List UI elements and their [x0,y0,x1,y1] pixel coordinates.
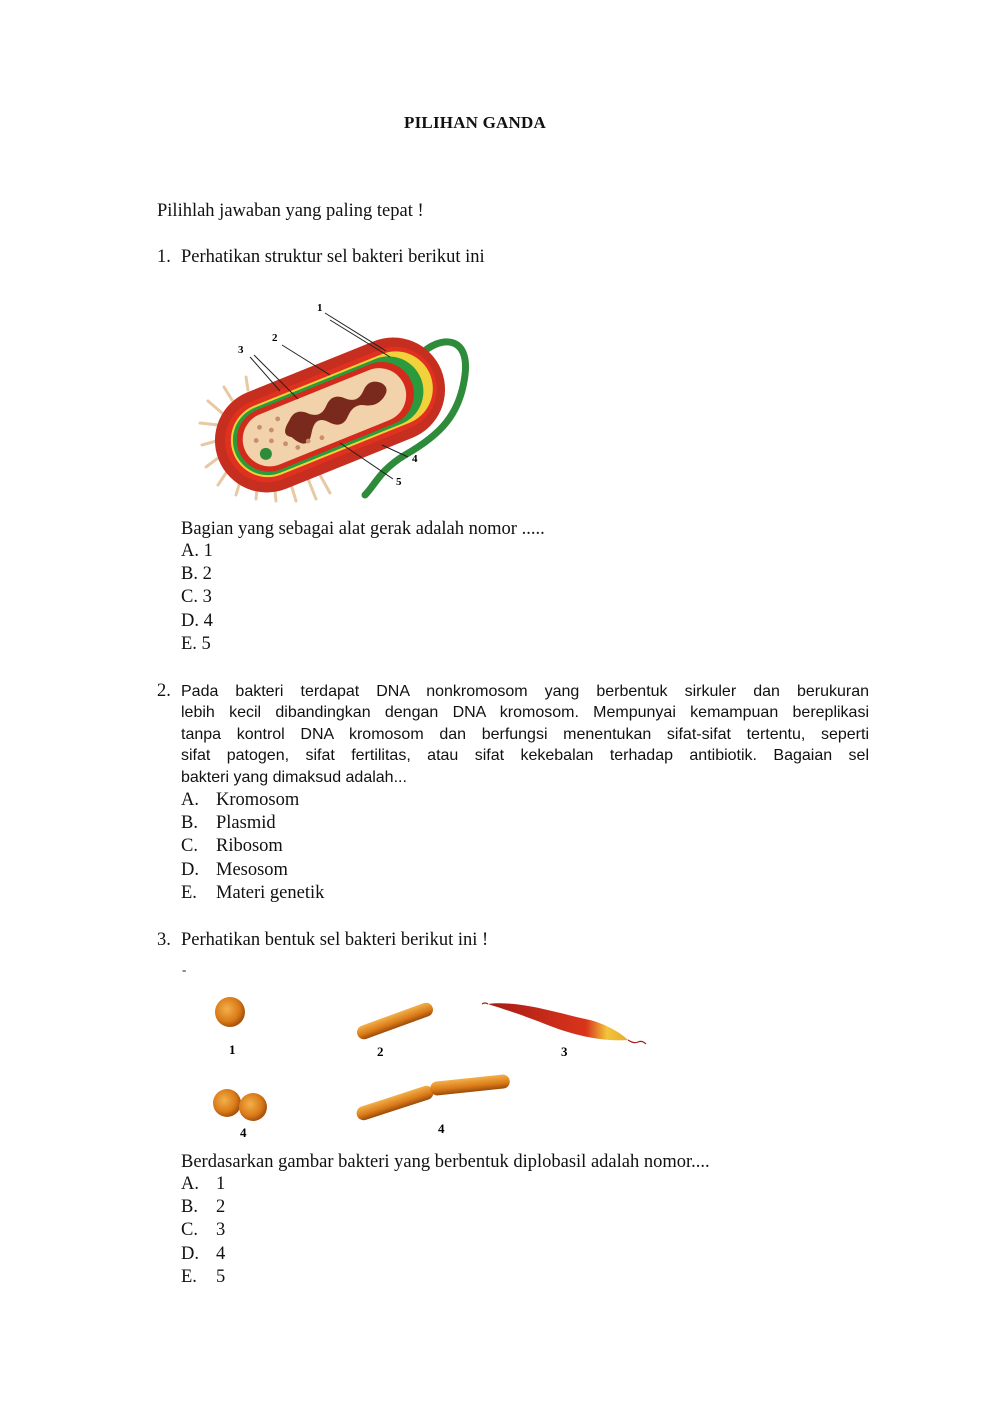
q3-option-c-letter: C. [181,1220,198,1241]
q2-option-a-letter: A. [181,790,199,810]
q2-option-e[interactable] [181,882,324,905]
q2-option-d-text: Mesosom [216,859,288,880]
instruction-text: Pilihlah jawaban yang paling tepat ! [157,201,424,221]
q2-option-d[interactable] [181,859,324,882]
q3-option-c[interactable] [181,1219,225,1242]
q1-option-a[interactable]: A. 1 [181,541,213,561]
diplobacillus-shape-left [355,1084,435,1122]
q3-figure-label-4b: 4 [438,1121,445,1136]
page-title: PILIHAN GANDA [404,113,546,132]
q3-text: Perhatikan bentuk sel bakteri berikut ini ! [181,930,489,950]
q1-figure-label-2: 2 [272,332,278,344]
q2-option-c-letter: C. [181,836,198,857]
q3-option-b[interactable] [181,1196,225,1219]
diplococcus-shape-right [239,1093,267,1121]
q3-option-b-letter: B. [181,1197,198,1218]
coccus-shape [215,997,245,1027]
q2-option-b-text: Plasmid [216,813,276,834]
q2-number: 2. [157,681,171,701]
q1-figure-label-4: 4 [412,453,418,465]
q1-option-b[interactable]: B. 2 [181,564,212,585]
q2-text [181,681,869,788]
q2-line-2: lebih kecil dibandingkan dengan DNA kromosom. Mempunyai kemampuan bereplikasi [181,704,869,722]
q1-option-c[interactable]: C. 3 [181,587,212,608]
q3-dash: - [182,962,187,977]
q3-option-d-letter: D. [181,1243,199,1264]
q1-question: Bagian yang sebagai alat gerak adalah nomor ..... [181,519,545,539]
q2-line-3: tanpa kontrol DNA kromosom dan berfungsi menentukan sifat-sifat tertentu, seperti [181,725,869,743]
q2-option-d-letter: D. [181,859,199,880]
q3-option-e-letter: E. [181,1266,197,1287]
q3-options [181,1173,225,1289]
q2-option-a[interactable] [181,789,324,812]
q1-figure-label-3: 3 [238,344,244,356]
q3-figure-label-3: 3 [561,1044,568,1059]
q3-option-a[interactable] [181,1173,225,1196]
q3-option-d-text: 4 [216,1243,226,1264]
q3-option-a-text: 1 [216,1174,226,1194]
q2-option-b[interactable] [181,812,324,835]
q2-option-b-letter: B. [181,813,198,834]
q2-option-e-letter: E. [181,882,197,903]
bacteria-shapes-figure [200,990,660,1140]
q3-question: Berdasarkan gambar bakteri yang berbentuk diplobasil adalah nomor.... [181,1152,710,1172]
bacillus-shape [355,1001,435,1042]
q3-option-b-text: 2 [216,1197,226,1218]
spirillum-shape [488,1003,628,1040]
diplococcus-shape-left [213,1089,241,1117]
q3-option-e[interactable] [181,1266,225,1289]
q2-option-c[interactable] [181,835,324,858]
bacteria-structure-figure [190,295,480,510]
q1-figure-label-5: 5 [396,476,402,488]
q2-option-c-text: Ribosom [216,836,283,857]
q3-option-d[interactable] [181,1243,225,1266]
q2-line-5: bakteri yang dimaksud adalah... [181,768,407,786]
q1-option-d[interactable]: D. 4 [181,610,213,631]
q1-figure-label-1: 1 [317,302,323,314]
q3-option-c-text: 3 [216,1220,226,1241]
q3-option-e-text: 5 [216,1266,226,1287]
diplobacillus-shape-right [429,1074,510,1096]
q3-number: 3. [157,930,171,950]
q2-line-4: sifat patogen, sifat fertilitas, atau sifat kekebalan terhadap antibiotik. Bagaian sel [181,747,869,765]
q1-text: Perhatikan struktur sel bakteri berikut ini [181,247,485,267]
q1-option-e[interactable]: E. 5 [181,633,211,654]
q1-options [181,540,213,656]
q3-figure-label-2: 2 [377,1044,384,1059]
q3-figure-label-4a: 4 [240,1125,247,1140]
q1-number: 1. [157,247,171,267]
q3-figure-label-1: 1 [229,1042,236,1057]
q3-option-a-letter: A. [181,1174,199,1194]
q2-option-e-text: Materi genetik [216,882,325,903]
q2-option-a-text: Kromosom [216,790,300,810]
q2-options [181,789,324,905]
q2-line-1: Pada bakteri terdapat DNA nonkromosom yang berbentuk sirkuler dan berukuran [181,683,869,700]
